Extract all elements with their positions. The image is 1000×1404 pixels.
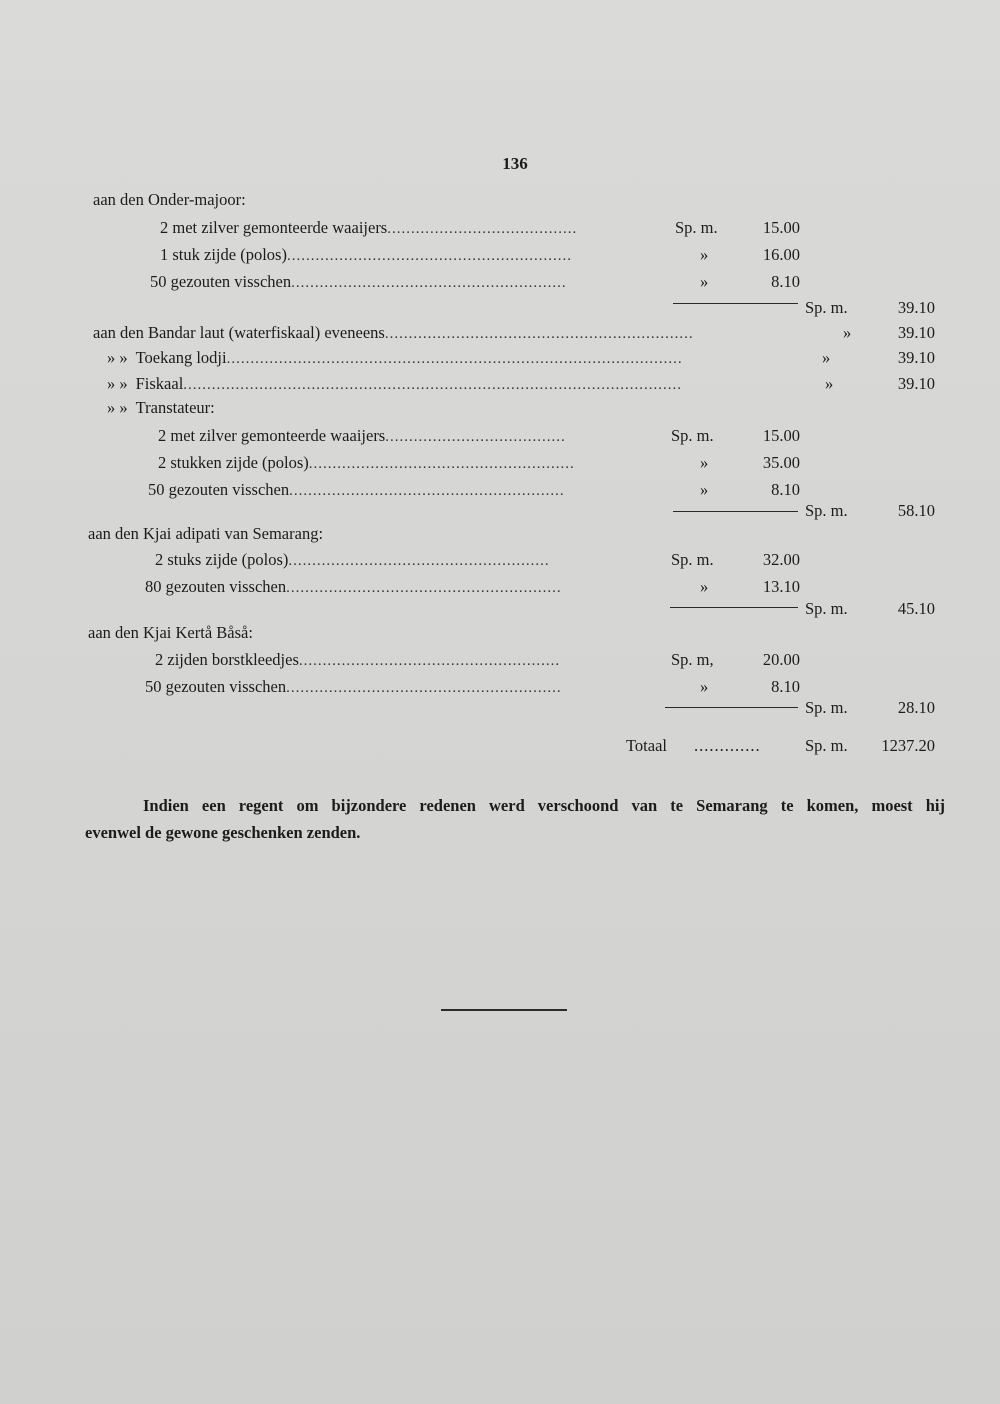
subtotal-row: Sp. m. 28.10 — [805, 698, 935, 717]
item-row: 2 zijden borstkleedjes ....................................................... Sp. m, 20.00 — [155, 648, 800, 672]
subtotal-rule — [673, 303, 798, 304]
total-label: Totaal — [626, 736, 667, 755]
end-rule — [441, 1009, 567, 1011]
leader-dots: .......................................................... — [286, 580, 562, 596]
item-row-fiskaal: » » Fiskaal ......................................................................................................... » 39.10 — [107, 372, 935, 396]
leader-dots: .......................................................... — [286, 680, 562, 696]
closing-paragraph: Indien een regent om bijzondere redenen werd verschoond van te Semarang te komen, moest hij evenwel de gewone geschenken zenden. — [85, 796, 945, 842]
subtotal-rule — [670, 607, 798, 608]
section-heading-kjai-kerta: aan den Kjai Kertå Båså: — [88, 623, 253, 642]
leader-dots: ........................................ — [387, 221, 578, 237]
leader-dots: ....................................................... — [298, 653, 561, 669]
item-row: 50 gezouten visschen .......................................................... » 8.10 — [148, 478, 800, 502]
page-number: 136 — [502, 154, 528, 173]
subtotal-row: Sp. m. 39.10 — [805, 298, 935, 317]
item-row: 2 met zilver gemonteerde waaijers ........................................ Sp. m. 15.00 — [160, 216, 800, 240]
total-amount: 1237.20 — [881, 736, 935, 755]
item-row: 50 gezouten visschen .......................................................... » 8.10 — [145, 675, 800, 699]
leader-dots: ................................................................................................ — [226, 351, 683, 367]
item-row: 1 stuk zijde (polos) ............................................................ » 16.00 — [160, 243, 800, 267]
leader-dots: .......................................................... — [289, 483, 565, 499]
item-row-toekang: » » Toekang lodji ................................................................................................ » 39.10 — [107, 346, 935, 370]
leader-dots: ....................................................... — [288, 553, 550, 569]
leader-dots: ......................................................................................................... — [183, 377, 683, 393]
item-row: 2 stuks zijde (polos) ....................................................... Sp. m. 32.00 — [155, 548, 800, 572]
subtotal-rule — [673, 511, 798, 512]
leader-dots: ...................................... — [385, 429, 566, 445]
leader-dots: ................................................................. — [384, 326, 694, 342]
item-row: 2 stukken zijde (polos) ........................................................ » 35.00 — [158, 451, 800, 475]
item-row: 2 met zilver gemonteerde waaijers ...................................... Sp. m. 15.00 — [158, 424, 800, 448]
section-heading-onder-majoor: aan den Onder-majoor: — [93, 190, 246, 209]
item-row: 50 gezouten visschen .......................................................... » 8.10 — [150, 270, 800, 294]
subtotal-rule — [665, 707, 798, 708]
item-row: 80 gezouten visschen .......................................................... » 13.10 — [145, 575, 800, 599]
leader-dots: .......................................................... — [291, 275, 567, 291]
total-row: Totaal ............. Sp. m. 1237.20 — [626, 734, 935, 758]
subtotal-row: Sp. m. 45.10 — [805, 599, 935, 618]
leader-dots: ........................................................ — [308, 456, 575, 472]
leader-dots: ............................................................ — [286, 248, 572, 264]
subtotal-row: Sp. m. 58.10 — [805, 501, 935, 520]
item-row-bandar: aan den Bandar laut (waterfiskaal) eveneens ................................................................. » 39.10 — [93, 321, 935, 345]
section-heading-kjai-adipati: aan den Kjai adipati van Semarang: — [88, 524, 324, 543]
leader-dots: ............. — [694, 736, 761, 755]
section-heading-transtateur: » » Transtateur: — [107, 398, 215, 417]
